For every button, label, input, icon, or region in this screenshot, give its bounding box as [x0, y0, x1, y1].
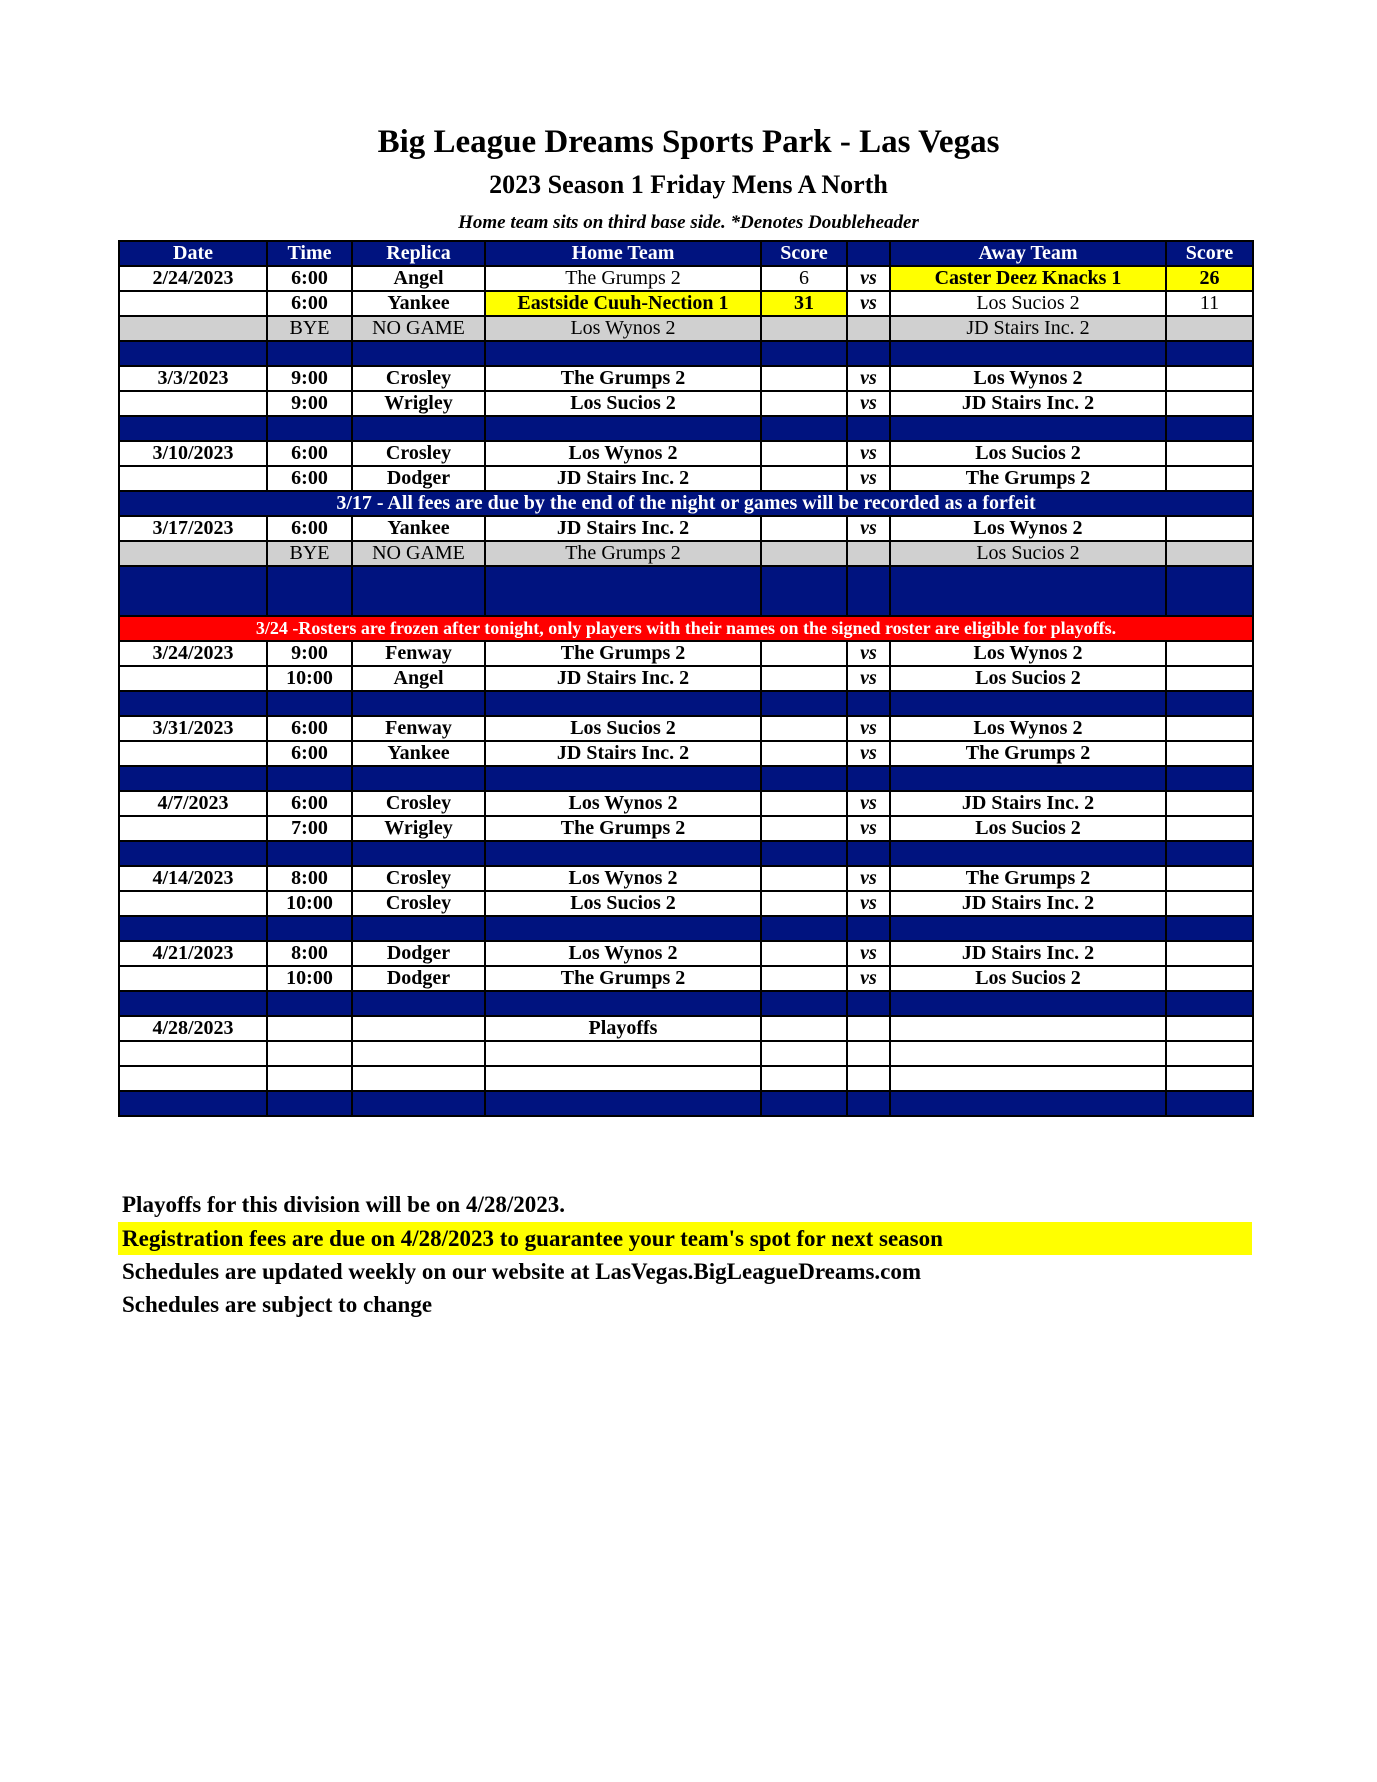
home-score: [761, 891, 847, 916]
away-team: Los Sucios 2: [890, 666, 1166, 691]
game-field: Wrigley: [352, 391, 485, 416]
away-team: Los Sucios 2: [890, 291, 1166, 316]
game-date: [119, 741, 267, 766]
home-team: Los Wynos 2: [485, 941, 761, 966]
home-team: The Grumps 2: [485, 816, 761, 841]
home-score: [761, 1016, 847, 1041]
game-field: Crosley: [352, 866, 485, 891]
game-field: [352, 1016, 485, 1041]
table-row: [119, 791, 1253, 816]
home-team: The Grumps 2: [485, 966, 761, 991]
home-score: [761, 541, 847, 566]
game-date: 3/31/2023: [119, 716, 267, 741]
vs-label: vs: [847, 516, 890, 541]
away-team: The Grumps 2: [890, 466, 1166, 491]
game-time: 7:00: [267, 816, 352, 841]
col-header-date: Date: [119, 241, 267, 266]
home-score: [761, 941, 847, 966]
away-team: Los Wynos 2: [890, 366, 1166, 391]
away-team: Los Sucios 2: [890, 541, 1166, 566]
away-score: [1166, 441, 1253, 466]
home-score: [761, 791, 847, 816]
vs-label: vs: [847, 966, 890, 991]
home-team: The Grumps 2: [485, 366, 761, 391]
home-team: JD Stairs Inc. 2: [485, 666, 761, 691]
playoffs-note: Playoffs for this division will be on 4/28/2023.: [122, 1192, 566, 1217]
vs-label: vs: [847, 441, 890, 466]
game-date: [119, 966, 267, 991]
vs-label: vs: [847, 816, 890, 841]
game-date: 4/21/2023: [119, 941, 267, 966]
game-field: Crosley: [352, 366, 485, 391]
away-score: [1166, 941, 1253, 966]
game-date: 3/10/2023: [119, 441, 267, 466]
away-score: [1166, 641, 1253, 666]
table-row: [119, 466, 1253, 491]
game-time: 6:00: [267, 516, 352, 541]
away-team: The Grumps 2: [890, 866, 1166, 891]
away-score: [1166, 666, 1253, 691]
vs-label: vs: [847, 466, 890, 491]
home-team: Los Wynos 2: [485, 441, 761, 466]
game-field: Crosley: [352, 441, 485, 466]
game-field: Crosley: [352, 891, 485, 916]
away-score: [1166, 966, 1253, 991]
game-field: Dodger: [352, 966, 485, 991]
home-score: [761, 516, 847, 541]
separator-row: [119, 1091, 1253, 1116]
home-team: Los Sucios 2: [485, 891, 761, 916]
home-team: JD Stairs Inc. 2: [485, 516, 761, 541]
vs-label: vs: [847, 666, 890, 691]
website-note: Schedules are updated weekly on our website at LasVegas.BigLeagueDreams.com: [122, 1259, 922, 1284]
table-row: [119, 366, 1253, 391]
game-field: Dodger: [352, 941, 485, 966]
table-row: [119, 866, 1253, 891]
game-time: 10:00: [267, 966, 352, 991]
game-time: 10:00: [267, 666, 352, 691]
separator-row: [119, 416, 1253, 441]
table-row: [119, 891, 1253, 916]
table-row: [119, 291, 1253, 316]
away-score: [1166, 716, 1253, 741]
game-date: [119, 316, 267, 341]
home-team: Los Wynos 2: [485, 316, 761, 341]
home-score: [761, 816, 847, 841]
game-time: 6:00: [267, 291, 352, 316]
home-team: The Grumps 2: [485, 266, 761, 291]
home-score: [761, 316, 847, 341]
vs-label: vs: [847, 716, 890, 741]
separator-row: [119, 341, 1253, 366]
away-score: [1166, 366, 1253, 391]
away-score: [1166, 891, 1253, 916]
page-subtitle: 2023 Season 1 Friday Mens A North: [489, 170, 888, 199]
table-row: [119, 641, 1253, 666]
away-score: 26: [1166, 266, 1253, 291]
col-header-home: Home Team: [485, 241, 761, 266]
away-score: [1166, 316, 1253, 341]
away-team: Los Sucios 2: [890, 816, 1166, 841]
home-score: [761, 741, 847, 766]
home-team: Los Wynos 2: [485, 866, 761, 891]
away-team: Caster Deez Knacks 1: [890, 266, 1166, 291]
home-team: JD Stairs Inc. 2: [485, 466, 761, 491]
home-team: The Grumps 2: [485, 641, 761, 666]
table-row: [119, 741, 1253, 766]
game-field: Yankee: [352, 741, 485, 766]
bye-row: [119, 316, 1253, 341]
game-date: 4/7/2023: [119, 791, 267, 816]
game-date: [119, 666, 267, 691]
schedule-table: [118, 240, 1254, 1117]
away-team: Los Wynos 2: [890, 641, 1166, 666]
col-header-away: Away Team: [890, 241, 1166, 266]
notice-row: [119, 491, 1253, 516]
col-header-score: Score: [761, 241, 847, 266]
roster-alert: 3/24 -Rosters are frozen after tonight, only players with their names on the signed roster are eligible for playoffs.: [119, 616, 1253, 641]
vs-label: vs: [847, 741, 890, 766]
away-score: [1166, 541, 1253, 566]
separator-row: [119, 691, 1253, 716]
game-time: 8:00: [267, 866, 352, 891]
empty-row: [119, 1041, 1253, 1066]
table-row: [119, 1016, 1253, 1041]
game-field: NO GAME: [352, 316, 485, 341]
game-field: Wrigley: [352, 816, 485, 841]
col-header-vs: [847, 241, 890, 266]
separator-row: [119, 766, 1253, 791]
vs-label: vs: [847, 391, 890, 416]
away-team: Los Wynos 2: [890, 716, 1166, 741]
away-team: JD Stairs Inc. 2: [890, 891, 1166, 916]
game-time: [267, 1016, 352, 1041]
home-score: 6: [761, 266, 847, 291]
home-score: [761, 391, 847, 416]
home-score: [761, 966, 847, 991]
vs-cell: [847, 316, 890, 341]
home-score: [761, 716, 847, 741]
table-row: [119, 266, 1253, 291]
game-field: Fenway: [352, 641, 485, 666]
game-date: [119, 891, 267, 916]
home-team: Eastside Cuuh-Nection 1: [485, 291, 761, 316]
game-time: 8:00: [267, 941, 352, 966]
game-time: 10:00: [267, 891, 352, 916]
home-team: Playoffs: [485, 1016, 761, 1041]
away-score: [1166, 466, 1253, 491]
away-team: Los Sucios 2: [890, 441, 1166, 466]
separator-row: [119, 566, 1253, 616]
game-time: 6:00: [267, 716, 352, 741]
table-row: [119, 666, 1253, 691]
away-team: The Grumps 2: [890, 741, 1166, 766]
bye-row: [119, 541, 1253, 566]
away-score: [1166, 866, 1253, 891]
game-date: [119, 291, 267, 316]
vs-label: vs: [847, 641, 890, 666]
vs-label: vs: [847, 266, 890, 291]
table-row: [119, 441, 1253, 466]
game-time: BYE: [267, 316, 352, 341]
away-team: Los Wynos 2: [890, 516, 1166, 541]
away-score: 11: [1166, 291, 1253, 316]
page-note: Home team sits on third base side. *Denotes Doubleheader: [458, 212, 919, 233]
vs-label: vs: [847, 941, 890, 966]
away-score: [1166, 391, 1253, 416]
separator-row: [119, 991, 1253, 1016]
home-score: [761, 366, 847, 391]
home-team: Los Wynos 2: [485, 791, 761, 816]
game-date: 4/14/2023: [119, 866, 267, 891]
vs-cell: [847, 1016, 890, 1041]
game-time: 9:00: [267, 366, 352, 391]
home-score: [761, 641, 847, 666]
table-row: [119, 966, 1253, 991]
vs-cell: [847, 541, 890, 566]
away-team: JD Stairs Inc. 2: [890, 941, 1166, 966]
page-title: Big League Dreams Sports Park - Las Vegas: [377, 124, 1000, 160]
away-score: [1166, 516, 1253, 541]
game-date: 4/28/2023: [119, 1016, 267, 1041]
table-row: [119, 516, 1253, 541]
home-score: [761, 866, 847, 891]
game-date: [119, 541, 267, 566]
vs-label: vs: [847, 366, 890, 391]
vs-label: vs: [847, 291, 890, 316]
game-field: Angel: [352, 666, 485, 691]
table-row: [119, 391, 1253, 416]
alert-row: [119, 616, 1253, 641]
away-score: [1166, 1016, 1253, 1041]
away-score: [1166, 791, 1253, 816]
away-team: JD Stairs Inc. 2: [890, 316, 1166, 341]
away-score: [1166, 816, 1253, 841]
game-field: Yankee: [352, 291, 485, 316]
game-date: 3/3/2023: [119, 366, 267, 391]
col-header-replica: Replica: [352, 241, 485, 266]
home-team: JD Stairs Inc. 2: [485, 741, 761, 766]
game-time: 6:00: [267, 266, 352, 291]
away-team: Los Sucios 2: [890, 966, 1166, 991]
game-time: BYE: [267, 541, 352, 566]
home-team: Los Sucios 2: [485, 391, 761, 416]
game-date: [119, 816, 267, 841]
game-field: Yankee: [352, 516, 485, 541]
col-header-time: Time: [267, 241, 352, 266]
vs-label: vs: [847, 791, 890, 816]
col-header-score2: Score: [1166, 241, 1253, 266]
away-score: [1166, 741, 1253, 766]
game-field: Fenway: [352, 716, 485, 741]
game-time: 6:00: [267, 466, 352, 491]
separator-row: [119, 916, 1253, 941]
home-team: Los Sucios 2: [485, 716, 761, 741]
home-score: 31: [761, 291, 847, 316]
change-note: Schedules are subject to change: [122, 1292, 433, 1317]
game-time: 6:00: [267, 791, 352, 816]
table-row: [119, 716, 1253, 741]
away-team: [890, 1016, 1166, 1041]
game-date: [119, 391, 267, 416]
home-score: [761, 666, 847, 691]
table-row: [119, 941, 1253, 966]
table-row: [119, 816, 1253, 841]
game-date: 3/17/2023: [119, 516, 267, 541]
game-date: 2/24/2023: [119, 266, 267, 291]
home-score: [761, 441, 847, 466]
game-field: Crosley: [352, 791, 485, 816]
game-time: 9:00: [267, 641, 352, 666]
separator-row: [119, 841, 1253, 866]
game-time: 6:00: [267, 741, 352, 766]
table-header-row: [119, 241, 1253, 266]
vs-label: vs: [847, 866, 890, 891]
game-field: Angel: [352, 266, 485, 291]
away-team: JD Stairs Inc. 2: [890, 391, 1166, 416]
empty-row: [119, 1066, 1253, 1091]
home-team: The Grumps 2: [485, 541, 761, 566]
vs-label: vs: [847, 891, 890, 916]
game-date: 3/24/2023: [119, 641, 267, 666]
game-time: 6:00: [267, 441, 352, 466]
game-time: 9:00: [267, 391, 352, 416]
game-field: Dodger: [352, 466, 485, 491]
home-score: [761, 466, 847, 491]
game-date: [119, 466, 267, 491]
registration-note: Registration fees are due on 4/28/2023 to guarantee your team's spot for next season: [118, 1222, 1252, 1255]
game-field: NO GAME: [352, 541, 485, 566]
fees-notice: 3/17 - All fees are due by the end of the night or games will be recorded as a forfeit: [119, 491, 1253, 516]
away-team: JD Stairs Inc. 2: [890, 791, 1166, 816]
